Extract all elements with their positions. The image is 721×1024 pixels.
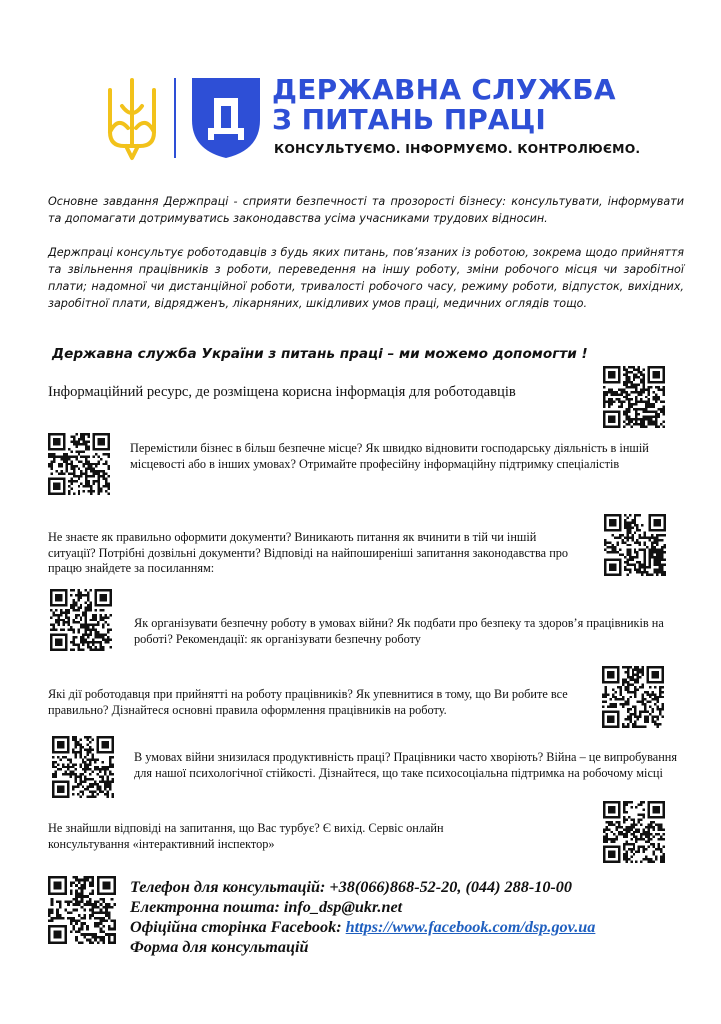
facebook-label: Офіційна сторінка Facebook:	[130, 918, 346, 936]
brand-tagline: КОНСУЛЬТУЄМО. ІНФОРМУЄМО. КОНТРОЛЮЄМО.	[274, 141, 641, 156]
qr-code-icon[interactable]	[48, 433, 110, 495]
qr-code-icon[interactable]	[48, 876, 116, 944]
slogan: Державна служба України з питань праці – ми можемо допомогти !	[52, 346, 588, 362]
info-resource-text: Інформаційний ресурс, де розміщена корисна інформація для роботодавців	[48, 384, 516, 400]
qr-code-icon[interactable]	[604, 514, 666, 576]
hiring-text: Які дії роботодавця при прийнятті на роботу працівників? Як упевнитися в тому, що Ви робите все правильно? Дізнайтеся основні правила оформлення працівників на роботу.	[48, 687, 568, 717]
consultation-form-link[interactable]: Форма для консультацій	[130, 938, 309, 956]
facebook-line	[130, 917, 595, 937]
trident-emblem-icon	[104, 76, 160, 162]
intro-paragraph-1: Основне завдання Держпраці - сприяти безпечності та прозорості бізнесу: консультувати, інформувати та допомагати дотримуватись законодавства усіма учасниками трудових відносин.	[48, 195, 684, 225]
qr-code-icon[interactable]	[602, 666, 664, 728]
brand-title-line2: З ПИТАНЬ ПРАЦІ	[272, 103, 546, 136]
header-divider	[174, 78, 176, 158]
qr-code-icon[interactable]	[52, 736, 114, 798]
phone-line: Телефон для консультацій: +38(066)868-52-20, (044) 288-10-00	[130, 878, 572, 896]
psychosocial-text: В умовах війни знизилася продуктивність праці? Працівники часто хворіють? Війна – це випробування для нашої психологічної стійкості. Дізнайтеся, що таке психосоціальна підтримка на робочому місці	[134, 750, 678, 780]
interactive-inspector-text: Не знайшли відповіді на запитання, що Вас турбує? Є вихід. Сервіс онлайн консультування «інтерактивний інспектор»	[48, 821, 444, 851]
email-line: Електронна пошта: info_dsp@ukr.net	[130, 898, 403, 916]
qr-code-icon[interactable]	[50, 589, 112, 651]
shield-logo-icon	[190, 76, 262, 160]
brand-title-line1: ДЕРЖАВНА СЛУЖБА	[272, 73, 616, 106]
relocation-text: Перемістили бізнес в більш безпечне місце? Як швидко відновити господарську діяльність в іншій місцевості або в інших умовах? Отримайте професійну інформаційну підтримку спеціалістів	[130, 441, 649, 471]
intro-paragraph-2: Держпраці консультує роботодавців з будь яких питань, пов’язаних із роботою, зокрема щодо прийняття та звільнення працівників з роботи, переведення на іншу роботу, зміни робочого місця чи заробітної плати; надомної чи дистанційної роботи, тривалості робочого часу, режиму роботи, відпусток, вихідних, заробітної плати, відрядженъ, лікарняних, шкідливих умов праці, медичних оглядів тощо.	[48, 246, 684, 310]
qr-code-icon[interactable]	[603, 366, 665, 428]
facebook-link[interactable]: https://www.facebook.com/dsp.gov.ua	[345, 918, 596, 936]
qr-code-icon[interactable]	[603, 801, 665, 863]
documents-text: Не знаєте як правильно оформити документи? Виникають питання як вчинити в тій чи іншій ситуації? Потрібні дозвільні документи? Відповіді на найпоширеніші запитання законодавства про працю знайдете за посиланням:	[48, 530, 569, 575]
safe-work-text: Як організувати безпечну роботу в умовах війни? Як подбати про безпеку та здоров’я працівників на роботі? Рекомендації: як організувати безпечну роботу	[134, 616, 664, 646]
